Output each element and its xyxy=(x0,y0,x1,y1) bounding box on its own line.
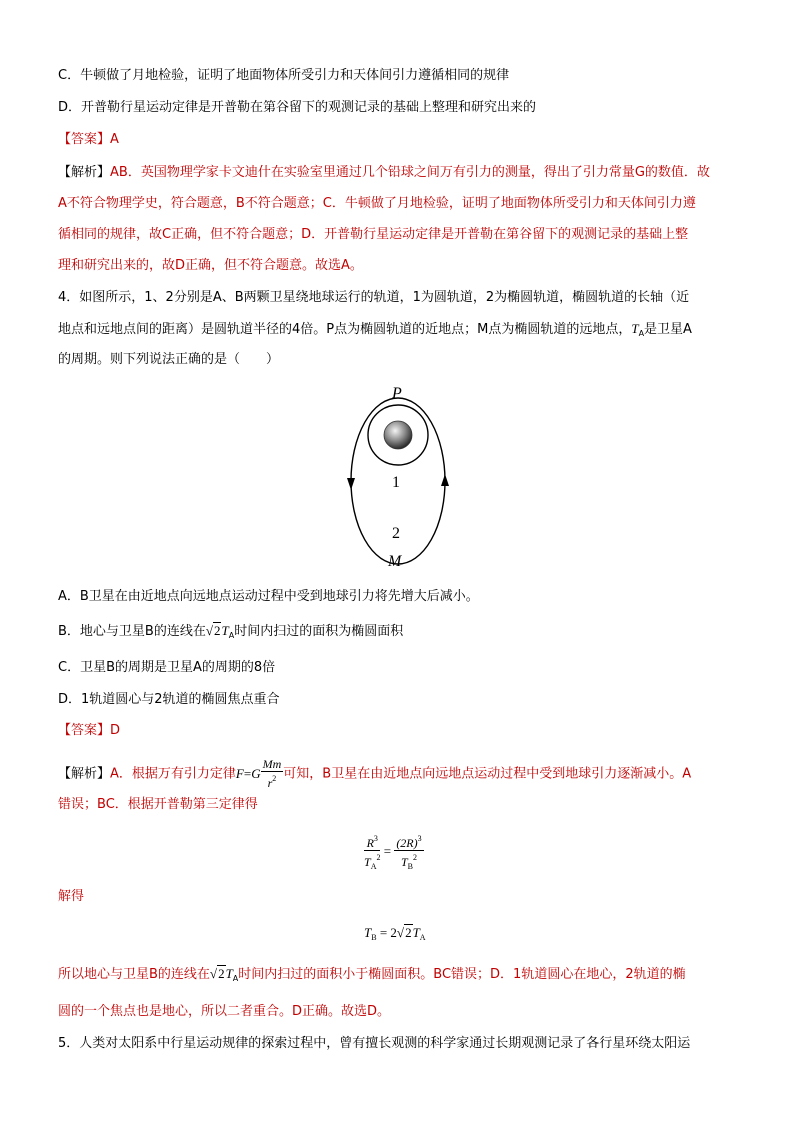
analysis-q3-line3: 循相同的规律，故C正确，但不符合题意；D．开普勒行星运动定律是开普勒在第谷留下的观测记录的基础上整 xyxy=(58,227,689,242)
label-p: P xyxy=(392,385,402,402)
question-4-line1: 4．如图所示，1、2分别是A、B两颗卫星绕地球运行的轨道，1为圆轨道，2为椭圆轨道，椭圆轨道的长轴（近 xyxy=(58,290,690,305)
analysis-q4-line1: 【解析】A．根据万有引力定律F=G $\frac{Mm}{r^2}$ 可知，B卫星在由近地点向远地点运动过程中受到地球引力逐渐减小。A xyxy=(58,757,692,790)
option-d-q3: D．开普勒行星运动定律是开普勒在第谷留下的观测记录的基础上整理和研究出来的 xyxy=(58,100,537,115)
gravity-formula: F=G $\frac{Mm}{r^2}$ xyxy=(235,757,282,790)
option-d-q4: D．1轨道圆心与2轨道的椭圆焦点重合 xyxy=(58,692,280,707)
analysis-q4-line2: 错误；BC．根据开普勒第三定律得 xyxy=(58,797,258,812)
question-4-line3: 的周期。则下列说法正确的是（ ） xyxy=(58,352,280,367)
answer-q3: 【答案】A xyxy=(58,132,119,147)
analysis-q3-line2: A不符合物理学史，符合题意，B不符合题意；C．牛顿做了月地检验，证明了地面物体所受引力和天体间引力遵 xyxy=(58,196,696,211)
tb-result-equation: $T_B = 2√2T_A$ xyxy=(364,925,426,942)
analysis-q4-line3: 所以地心与卫星B的连线在$√2T_A$时间内扫过的面积小于椭圆面积。BC错误；D．1轨道圆心在地心，2轨道的椭 xyxy=(58,966,686,983)
label-orbit-1: 1 xyxy=(392,474,400,491)
option-c-q4: C．卫星B的周期是卫星A的周期的8倍 xyxy=(58,660,276,675)
orbit-arrow-left xyxy=(347,478,355,490)
option-c-q3: C．牛顿做了月地检验，证明了地面物体所受引力和天体间引力遵循相同的规律 xyxy=(58,68,510,83)
analysis-q3-line4: 理和研究出来的，故D正确，但不符合题意。故选A。 xyxy=(58,258,363,273)
question-5-line1: 5．人类对太阳系中行星运动规律的探索过程中，曾有擅长观测的科学家通过长期观测记录了各行星环绕太阳运 xyxy=(58,1036,691,1051)
earth xyxy=(384,421,412,449)
kepler-third-law-equation: $\frac{R^3}{T_A^2}$ = $\frac{(2R)^3}{T_B^2}$ xyxy=(364,834,422,871)
solve-label: 解得 xyxy=(58,889,85,904)
sqrt2-ta: √2 xyxy=(205,623,221,638)
label-orbit-2: 2 xyxy=(392,525,400,542)
orbit-figure xyxy=(330,378,470,574)
option-b-q4: B．地心与卫星B的连线在$√2T_A$时间内扫过的面积为椭圆面积 xyxy=(58,623,404,640)
question-4-line2: 地点和远地点间的距离）是圆轨道半径的4倍。P点为椭圆轨道的近地点；M点为椭圆轨道的远地点，$T_A$是卫星A xyxy=(58,321,692,338)
option-a-q4: A．B卫星在由近地点向远地点运动过程中受到地球引力将先增大后减小。 xyxy=(58,589,479,604)
orbit-arrow-right xyxy=(441,474,449,486)
label-m: M xyxy=(388,553,402,570)
analysis-q3-line1: 【解析】AB．英国物理学家卡文迪什在实验室里通过几个铅球之间万有引力的测量，得出了引力常量G的数值．故 xyxy=(58,165,710,180)
answer-q4: 【答案】D xyxy=(58,723,121,738)
analysis-q4-line4: 圆的一个焦点也是地心，所以二者重合。D正确。故选D。 xyxy=(58,1004,391,1019)
